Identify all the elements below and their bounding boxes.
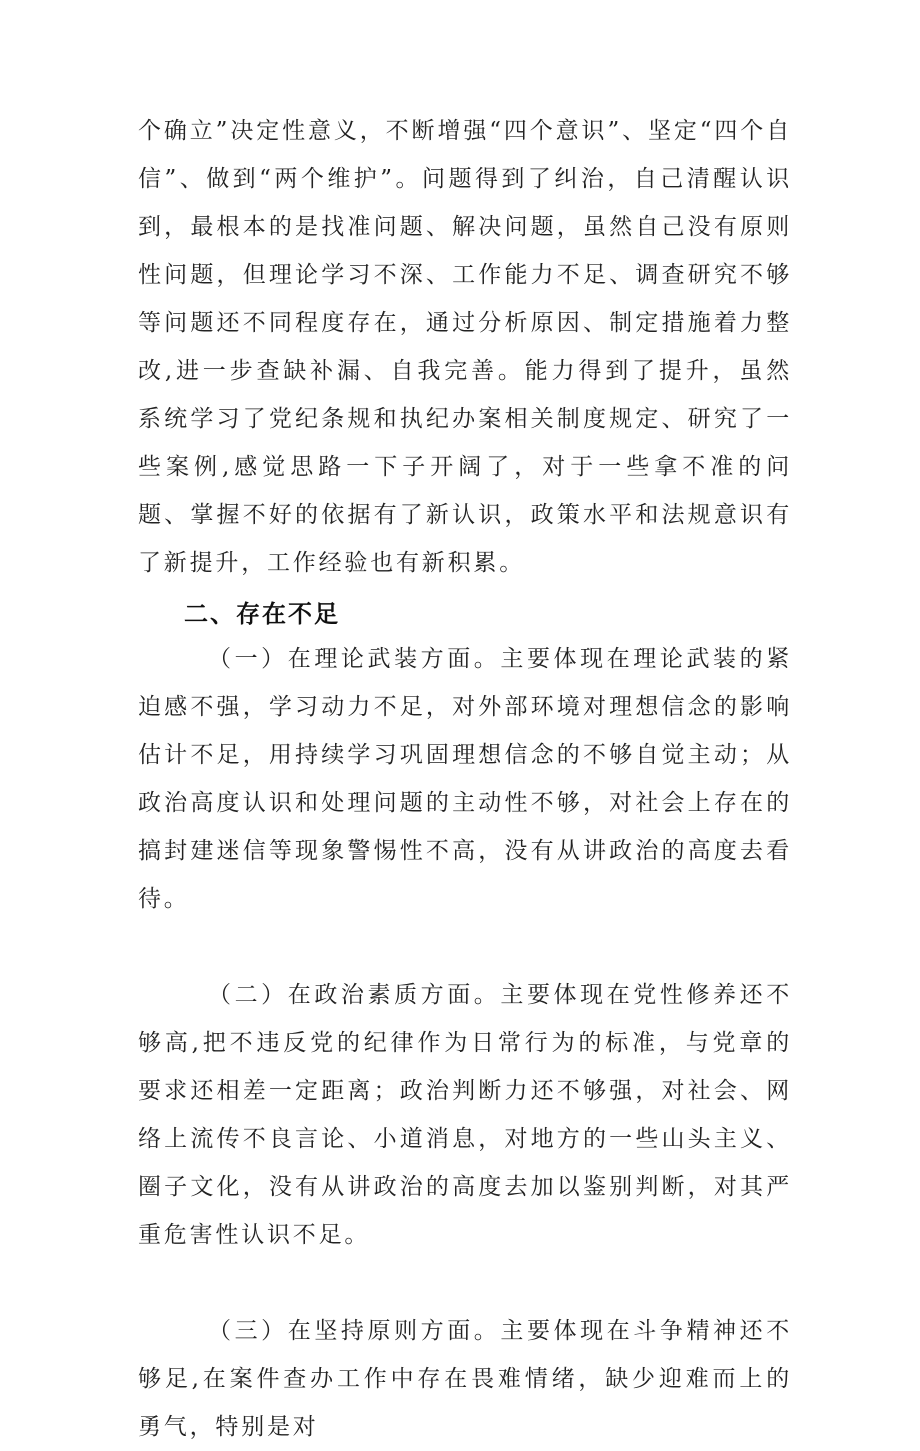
paragraph-continued: 个确立”决定性意义，不断增强“四个意识”、坚定“四个自信”、做到“两个维护”。问题得到了纠治，自己清醒认识到，最根本的是找准问题、解决问题，虽然自己没有原则性问题，但理论学习不深、工作能力不足、调查研究不够等问题还不同程度存在，通过分析原因、制定措施着力整改,进一步查缺补漏、自我完善。能力得到了提升，虽然系统学习了党纪条规和执纪办案相关制度规定、研究了一些案例,感觉思路一下子开阔了，对于一些拿不准的问题、掌握不好的依据有了新认识，政策水平和法规意识有了新提升，工作经验也有新积累。 [138,118,792,576]
paragraph-principle: （三）在坚持原则方面。主要体现在斗争精神还不够足,在案件查办工作中存在畏难情绪，缺少迎难而上的勇气，特别是对 [138,1318,792,1440]
paragraph-theory: （一）在理论武装方面。主要体现在理论武装的紧迫感不强，学习动力不足，对外部环境对理想信念的影响估计不足，用持续学习巩固理想信念的不够自觉主动；从政治高度认识和处理问题的主动性不够，对社会上存在的搞封建迷信等现象警惕性不高，没有从讲政治的高度去看待。 [138,646,792,912]
paragraph-politics: （二）在政治素质方面。主要体现在党性修养还不够高,把不违反党的纪律作为日常行为的标准，与党章的要求还相差一定距离；政治判断力还不够强，对社会、网络上流传不良言论、小道消息，对地方的一些山头主义、圈子文化，没有从讲政治的高度去加以鉴别判断，对其严重危害性认识不足。 [138,982,792,1248]
section-heading: 二、存在不足 [184,600,340,628]
document-body [138,107,792,1451]
